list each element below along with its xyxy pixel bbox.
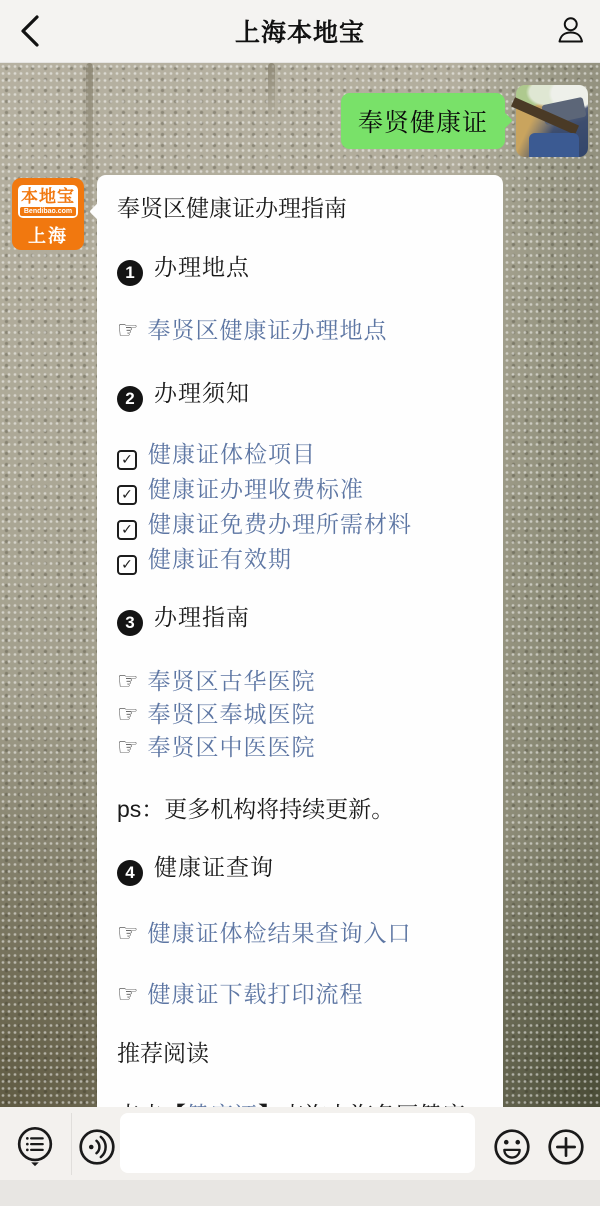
link-fengcheng-hospital[interactable]: 奉贤区奉城医院: [147, 701, 316, 727]
notice-checklist: [117, 437, 483, 577]
link-office-locations[interactable]: 奉贤区健康证办理地点: [147, 317, 388, 343]
page-title: 上海本地宝: [234, 19, 365, 47]
link-guhua-hospital[interactable]: 奉贤区古华医院: [147, 668, 316, 694]
list-item[interactable]: [117, 437, 483, 472]
section-4-heading: 4 健康证查询: [117, 852, 483, 886]
bendibao-logo-domain: Bendibao.com: [20, 207, 76, 216]
pointing-hand-icon: ☞: [117, 701, 139, 728]
user-avatar[interactable]: [516, 85, 588, 157]
contact-button[interactable]: [540, 0, 600, 63]
guide-title: 奉贤区健康证办理指南: [117, 195, 347, 221]
menu-list-icon: [12, 1124, 58, 1170]
incoming-message-bubble: [97, 175, 503, 1120]
list-item[interactable]: [117, 507, 483, 542]
checked-checkbox-icon: ✓: [117, 485, 137, 505]
more-button[interactable]: [542, 1123, 590, 1171]
link-validity-period[interactable]: 健康证有效期: [148, 546, 292, 572]
chevron-left-icon: [17, 11, 43, 51]
checked-checkbox-icon: ✓: [117, 450, 137, 470]
number-3-badge-icon: 3: [117, 610, 143, 636]
outgoing-message-text: 奉贤健康证: [357, 109, 488, 137]
list-item[interactable]: [117, 698, 483, 731]
background-drip-streak: [86, 63, 93, 263]
plus-icon: [543, 1124, 589, 1170]
chat-area: [0, 63, 600, 1107]
link-line: [117, 315, 483, 346]
message-input[interactable]: [120, 1113, 475, 1173]
bubble-tail: [494, 111, 512, 129]
bottom-safe-area: [0, 1180, 600, 1206]
link-exam-items[interactable]: 健康证体检项目: [148, 441, 316, 467]
person-icon: [552, 13, 588, 49]
menu-toggle-button[interactable]: [11, 1123, 59, 1171]
number-2-badge-icon: 2: [117, 386, 143, 412]
bendibao-logo-city: 上海: [28, 226, 68, 246]
list-item[interactable]: [117, 665, 483, 698]
pointing-hand-icon: ☞: [117, 981, 139, 1008]
emoji-button[interactable]: [488, 1123, 536, 1171]
outgoing-message-bubble[interactable]: [341, 93, 505, 149]
list-item[interactable]: [117, 472, 483, 507]
input-bar: [0, 1107, 600, 1206]
pointing-hand-icon: ☞: [117, 317, 139, 344]
background-drip-streak: [268, 63, 275, 123]
link-tcm-hospital[interactable]: 奉贤区中医医院: [147, 734, 316, 760]
pointing-hand-icon: ☞: [117, 668, 139, 695]
voice-wave-icon: [74, 1124, 120, 1170]
checked-checkbox-icon: ✓: [117, 520, 137, 540]
list-item[interactable]: [117, 731, 483, 764]
link-download-print[interactable]: 健康证下载打印流程: [147, 981, 364, 1007]
checked-checkbox-icon: ✓: [117, 555, 137, 575]
list-item[interactable]: [117, 542, 483, 577]
link-line: [117, 979, 483, 1010]
hospital-links: [117, 665, 483, 764]
ps-note: ps：更多机构将持续更新。: [117, 796, 395, 822]
bendibao-logo-name: 本地宝: [21, 187, 75, 206]
voice-input-button[interactable]: [73, 1123, 121, 1171]
pointing-hand-icon: ☞: [117, 920, 139, 947]
bendibao-logo-card: [18, 185, 78, 218]
number-1-badge-icon: 1: [117, 260, 143, 286]
divider: [71, 1113, 72, 1175]
recommend-heading: 推荐阅读: [117, 1040, 209, 1066]
section-1-heading: 1 办理地点: [117, 252, 483, 286]
pointing-hand-icon: ☞: [117, 734, 139, 761]
navbar: [0, 0, 600, 63]
link-fee-standard[interactable]: 健康证办理收费标准: [148, 476, 364, 502]
link-free-materials[interactable]: 健康证免费办理所需材料: [148, 511, 412, 537]
link-line: [117, 918, 483, 949]
avatar-photo-detail: [529, 133, 579, 157]
bendibao-avatar[interactable]: [12, 178, 84, 250]
section-2-heading: 2 办理须知: [117, 378, 483, 412]
section-3-heading: 3 办理指南: [117, 602, 483, 636]
back-button[interactable]: [0, 0, 60, 63]
link-result-query[interactable]: 健康证体检结果查询入口: [147, 920, 412, 946]
smiley-icon: [489, 1124, 535, 1170]
number-4-badge-icon: 4: [117, 860, 143, 886]
